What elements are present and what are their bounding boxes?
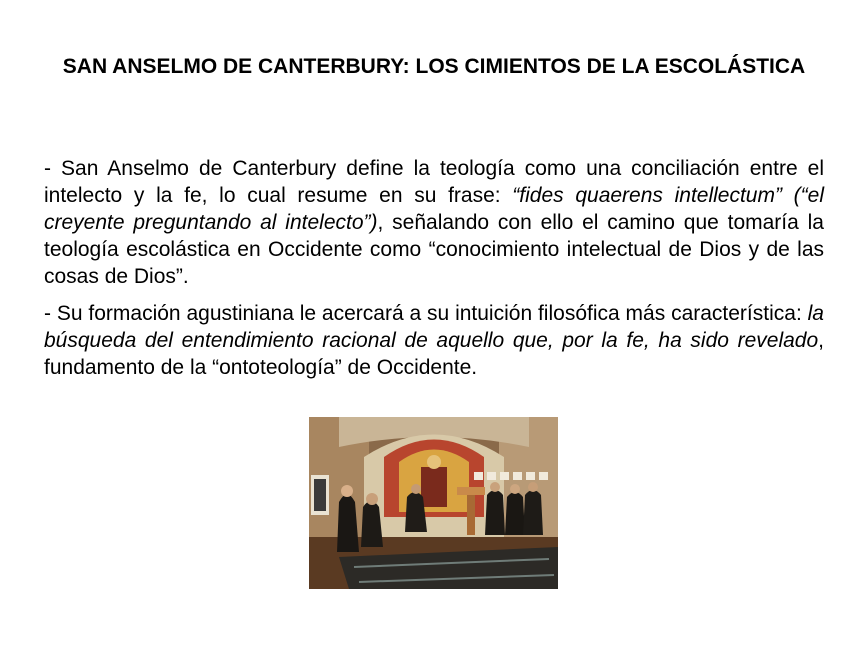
paragraph-2-emphasis: la búsqueda del entendimiento racional de aquello que, por la fe, ha sido revelado (44, 302, 824, 352)
monks-in-chapel-photo (309, 417, 558, 589)
paragraph-2 (44, 300, 824, 381)
slide-body (44, 155, 824, 391)
paragraph-2-text-end: , fundamento de la “ontoteología” de Occidente. (44, 329, 824, 379)
paragraph-1-text-end: , señalando con ello el camino que tomaría la teología escolástica en Occidente como “conocimiento intelectual de Dios y de las cosas de Dios”. (44, 211, 824, 288)
paragraph-1-quote: “fides quaerens intellectum” (“el creyente preguntando al intelecto”) (44, 184, 824, 234)
paragraph-1-text-start: - San Anselmo de Canterbury define la teología como una conciliación entre el intelecto y la fe, lo cual resume en su frase: (44, 157, 824, 207)
paragraph-1 (44, 155, 824, 290)
slide-title: SAN ANSELMO DE CANTERBURY: LOS CIMIENTOS DE LA ESCOLÁSTICA (62, 55, 806, 78)
paragraph-2-text-start: - Su formación agustiniana le acercará a su intuición filosófica más característica: (44, 302, 808, 325)
